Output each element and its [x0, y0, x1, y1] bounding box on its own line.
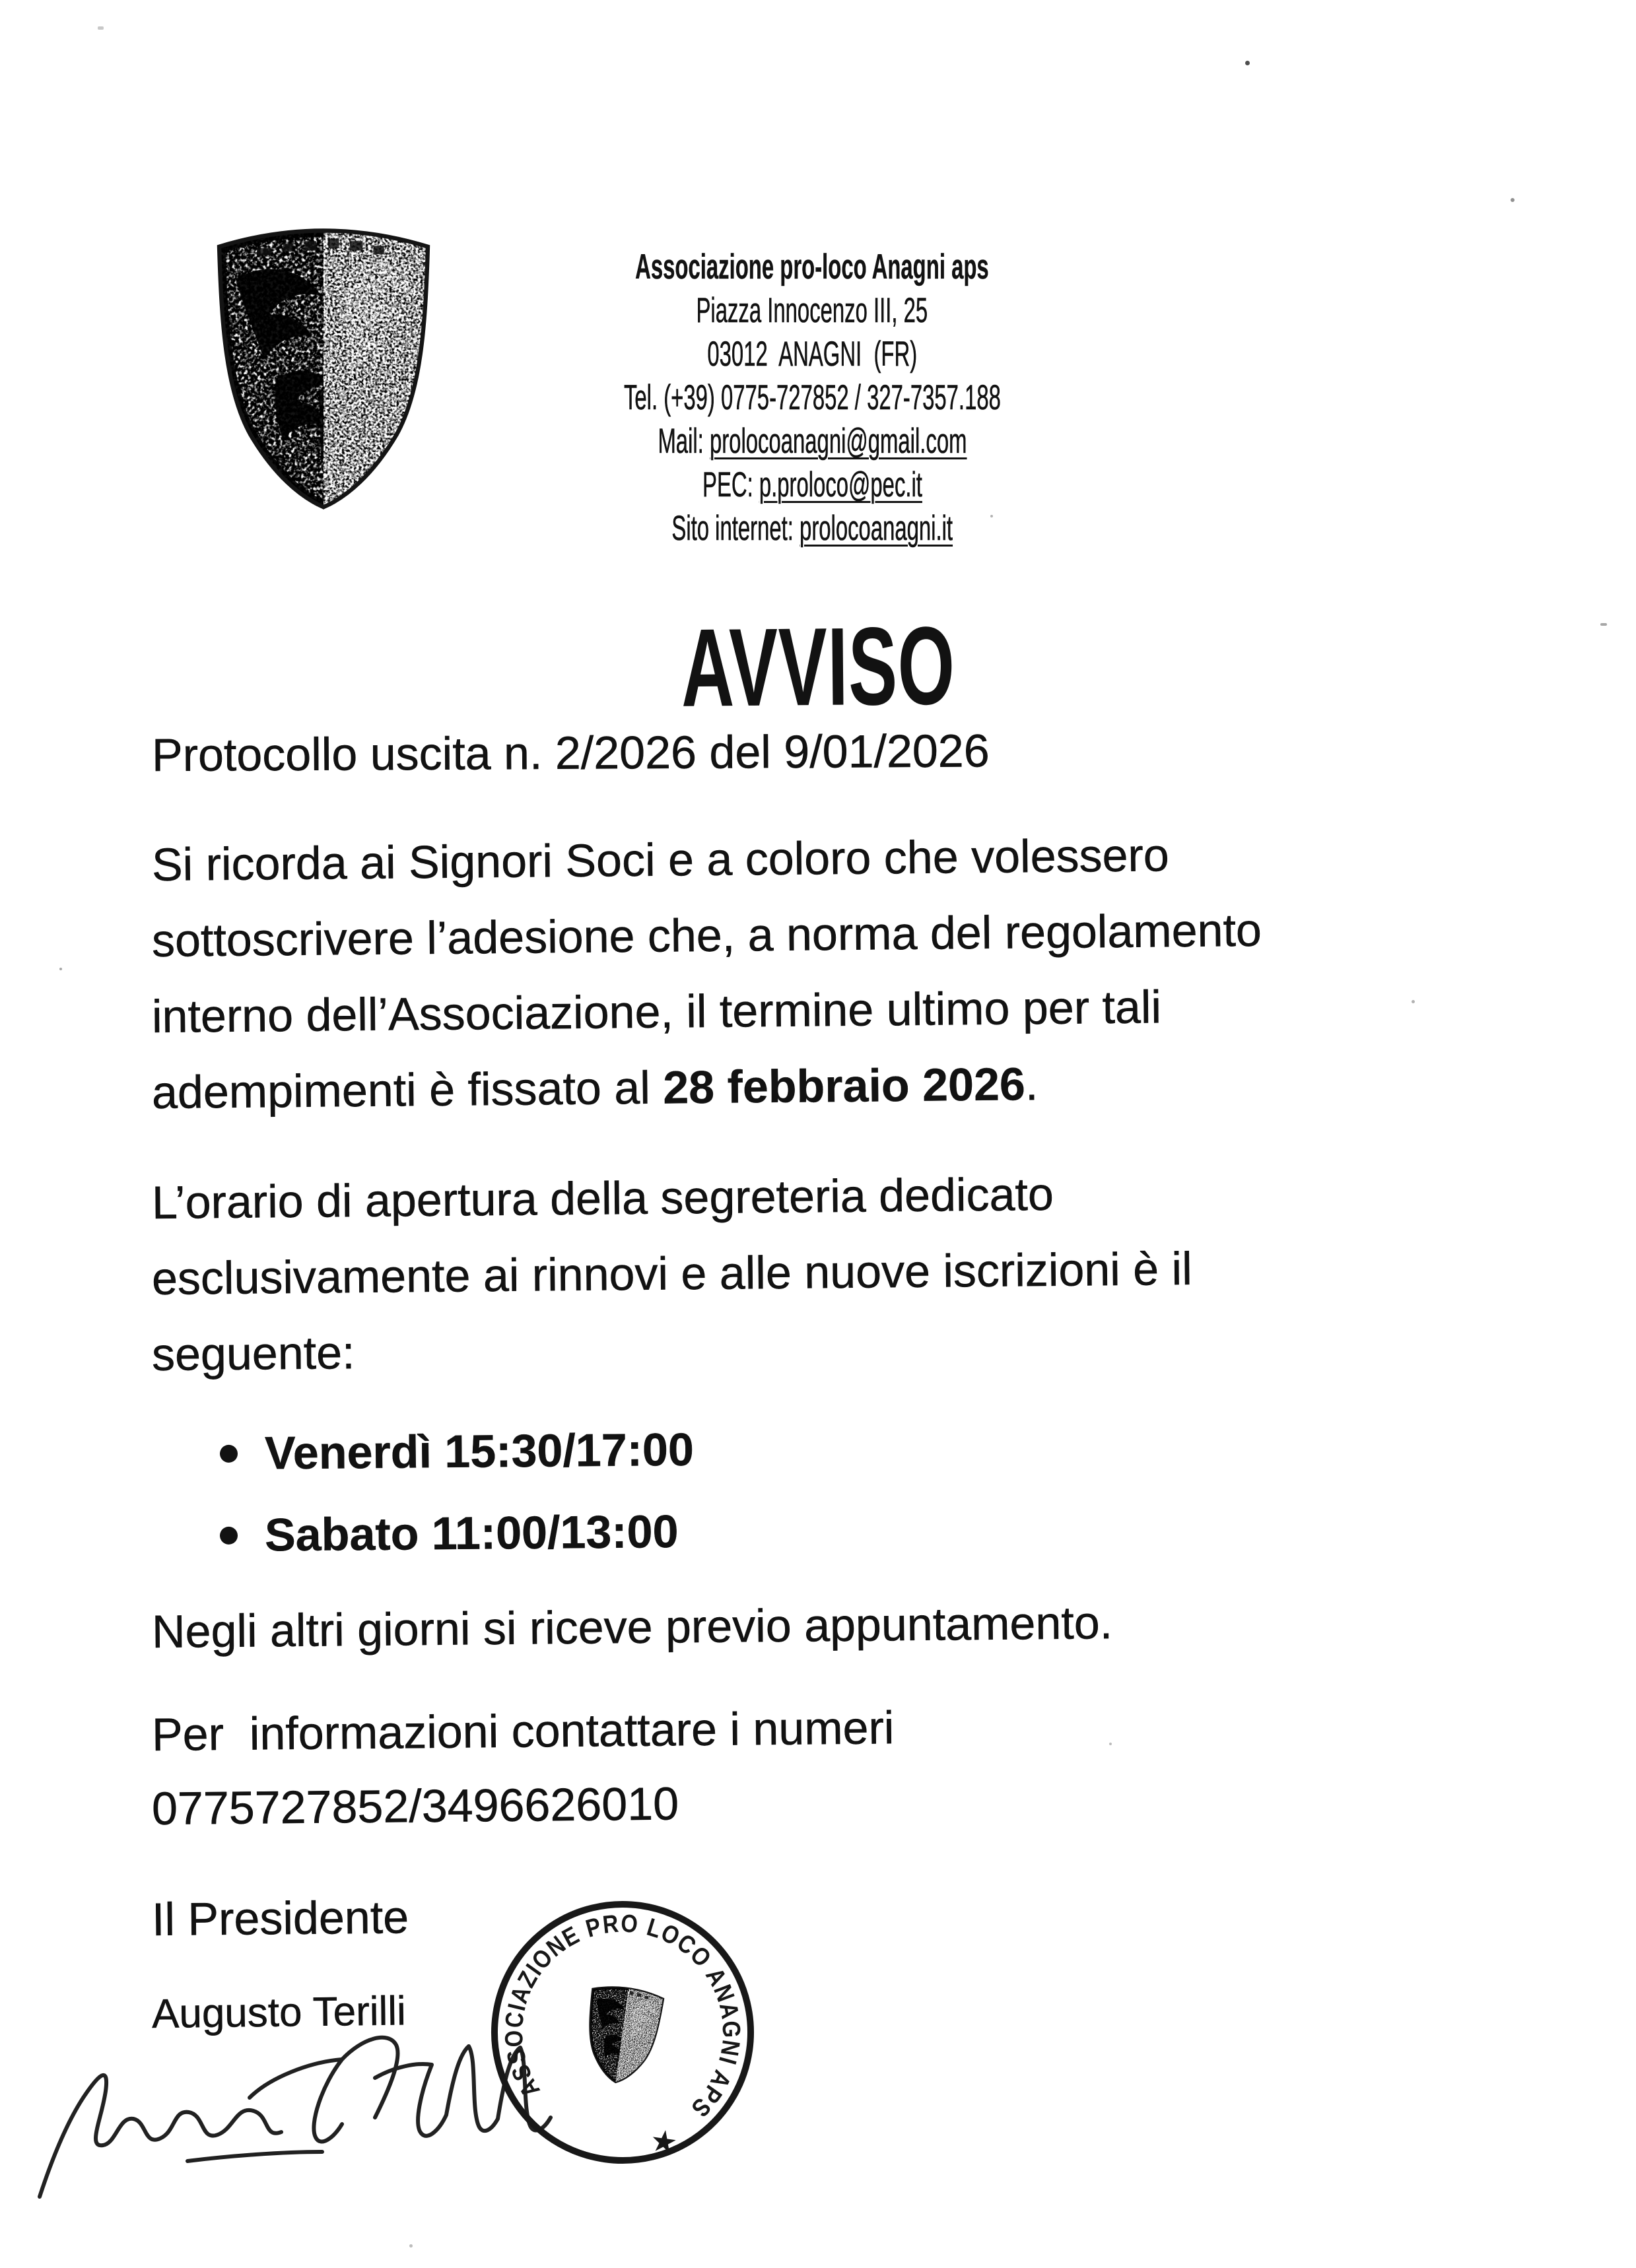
protocol-line: Protocollo uscita n. 2/2026 del 9/01/2026 [151, 725, 990, 781]
scan-speck [1245, 61, 1250, 65]
bullet-icon [220, 1526, 238, 1544]
paragraph2-line1: L’orario di apertura della segreteria dedicato [151, 1168, 1054, 1228]
notice-title: AVVISO [680, 603, 956, 730]
website-link-text: prolocoanagni.it [799, 509, 953, 548]
org-address: Piazza Innocenzo III, 25 [696, 291, 928, 330]
org-pec-line: PEC: p.proloco@pec.it [702, 465, 922, 504]
scan-speck [1511, 198, 1515, 202]
scan-speck [1412, 1000, 1415, 1003]
scan-speck [1109, 1743, 1112, 1745]
scan-speck [98, 26, 104, 30]
paragraph1-line1: Si ricorda ai Signori Soci e a coloro che volessero [151, 829, 1170, 890]
letterhead [449, 246, 1175, 550]
schedule-item-friday: Venerdì 15:30/17:00 [220, 1423, 695, 1480]
paragraph1-line3: interno dell’Associazione, il termine ultimo per tali [151, 981, 1162, 1042]
paragraph1-line2: sottoscrivere l’adesione che, a norma del regolamento [151, 904, 1262, 966]
association-round-stamp-icon [466, 1876, 779, 2189]
paragraph2-line3: seguente: [151, 1327, 355, 1380]
org-name: Associazione pro-loco Anagni aps [635, 248, 989, 286]
deadline-date: 28 febbraio 2026 [662, 1058, 1026, 1114]
bullet-icon [220, 1444, 238, 1462]
org-website-line: Sito internet: prolocoanagni.it [671, 509, 953, 548]
anagni-eagle-shield-logo-icon [205, 210, 442, 512]
stamp-star-icon: ★ [648, 2122, 680, 2160]
president-role-label: Il Presidente [151, 1891, 409, 1945]
paragraph1-line4: adempimenti è fissato al 28 febbraio 2026. [151, 1058, 1039, 1118]
org-city: 03012 ANAGNI (FR) [707, 335, 917, 374]
stamp-ring-text: ASSOCIAZIONE PRO LOCO ANAGNI APS [500, 1910, 745, 2125]
schedule-item-saturday: Sabato 11:00/13:00 [220, 1505, 679, 1562]
org-phone: Tel. (+39) 0775-727852 / 327-7357.188 [623, 378, 1001, 417]
paragraph2-line2: esclusivamente ai rinnovi e alle nuove iscrizioni è il [151, 1242, 1193, 1304]
scan-speck [990, 515, 993, 517]
president-name: Augusto Terilli [151, 1988, 407, 2037]
info-contact-line: Per informazioni contattare i numeri [151, 1702, 895, 1760]
scan-speck [1600, 623, 1607, 626]
scan-speck [59, 968, 62, 970]
email-link-text: prolocoanagni@gmail.com [709, 422, 967, 461]
pec-link-text: p.proloco@pec.it [759, 465, 922, 504]
org-email-line: Mail: prolocoanagni@gmail.com [657, 422, 967, 461]
other-days-note: Negli altri giorni si riceve previo appuntamento. [151, 1597, 1113, 1657]
scan-speck [409, 2244, 413, 2248]
info-phone-numbers: 0775727852/3496626010 [151, 1778, 679, 1834]
